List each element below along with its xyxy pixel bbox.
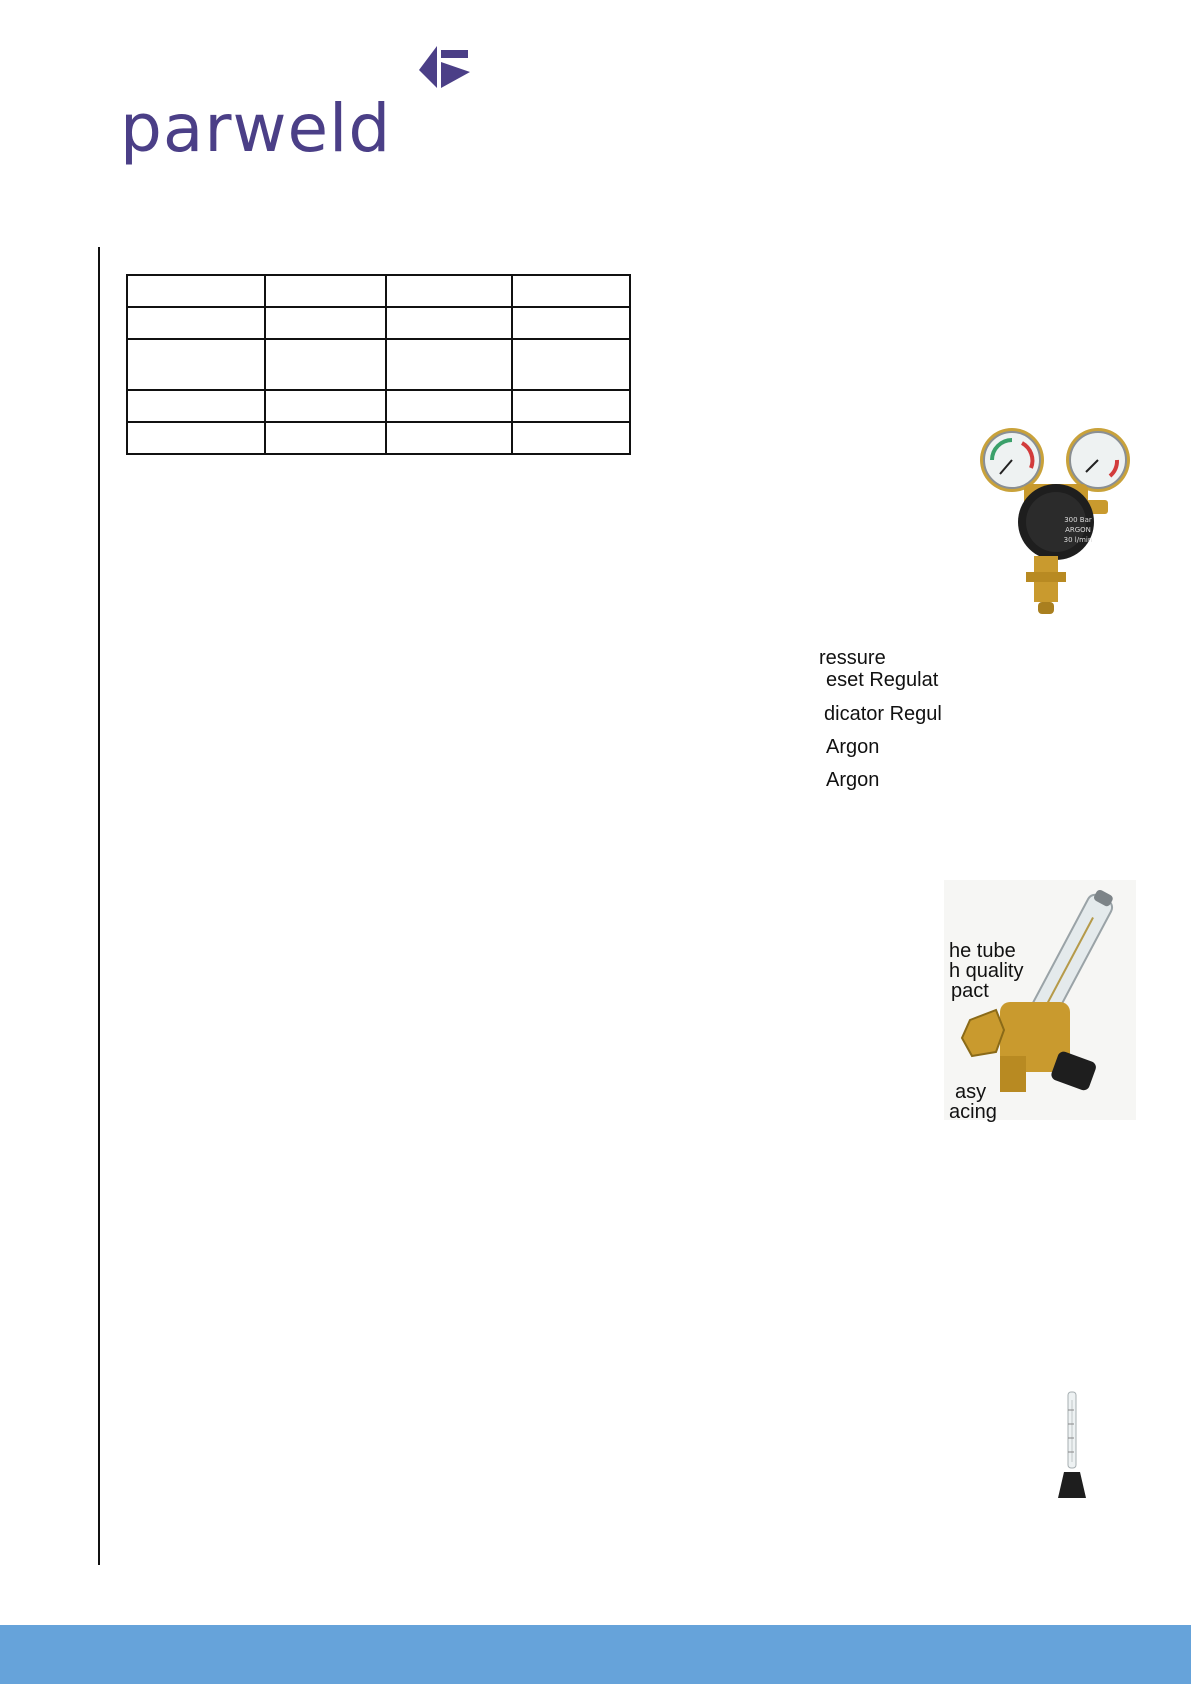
regulator-text-line: dicator Regul [824,703,942,725]
flowmeter-text-line: pact [951,980,989,1002]
flow-tester-image [1054,1390,1090,1502]
regulator-text-line: ressure [819,647,886,669]
regulator-icon [978,426,1136,618]
table-cell [386,307,512,339]
flowmeter-text-line: acing [949,1101,997,1123]
table-cell [127,307,265,339]
table-cell [386,339,512,390]
left-rule [98,247,100,1565]
table-cell [127,422,265,454]
dial-label-3: 30 l/min [1063,536,1093,544]
footer-band [0,1625,1191,1684]
regulator-image [978,426,1136,618]
table-cell [386,275,512,307]
dial-label-2: ARGON [1065,526,1091,534]
flowmeter-text-line: h quality [949,960,1024,982]
table-row [127,422,630,454]
dial-label-1: 300 Bar [1064,516,1092,524]
table-cell [127,275,265,307]
brand-logo [118,44,478,167]
table-cell [512,307,630,339]
table-row [127,390,630,422]
regulator-text-line: Argon [826,736,880,758]
table-cell [512,390,630,422]
table-cell [127,339,265,390]
brand-name: parweld [120,90,392,167]
table-cell [265,422,386,454]
table-cell [265,307,386,339]
table-cell [512,422,630,454]
flowmeter-text-line: he tube [949,940,1016,962]
regulator-text-line: eset Regulat [826,669,939,691]
table-cell [265,275,386,307]
table-cell [386,422,512,454]
table-cell [512,275,630,307]
spec-table [126,274,631,455]
table-row [127,339,630,390]
table-cell [512,339,630,390]
table-row [127,275,630,307]
table-cell [386,390,512,422]
flow-tester-icon [1054,1390,1090,1502]
regulator-text-line: Argon [826,769,880,791]
flowmeter-text-line: asy [955,1081,987,1103]
table-row [127,307,630,339]
table-cell [265,339,386,390]
table-cell [265,390,386,422]
table-cell [127,390,265,422]
